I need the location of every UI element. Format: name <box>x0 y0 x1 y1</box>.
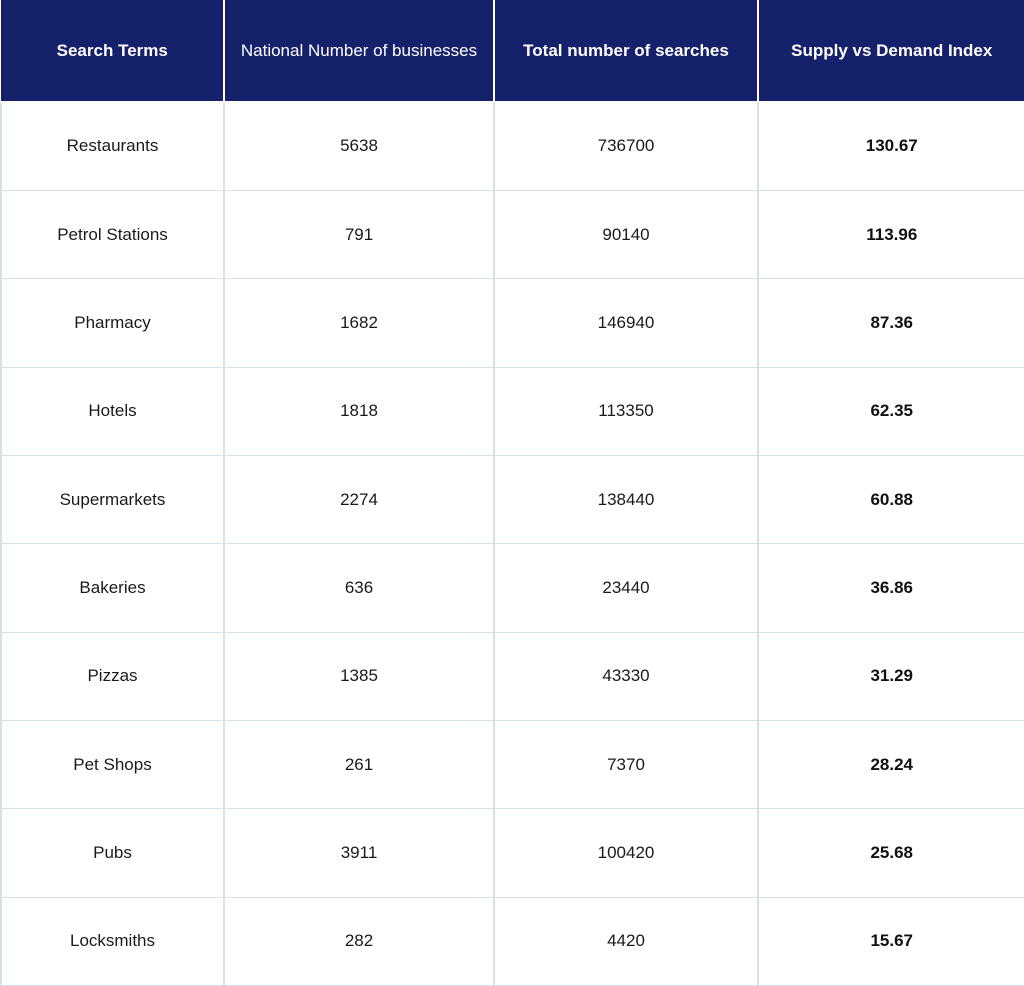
cell-searches: 113350 <box>494 367 758 455</box>
cell-index: 25.68 <box>758 809 1024 897</box>
cell-businesses: 5638 <box>224 102 494 190</box>
header-row <box>1 0 1024 102</box>
cell-index: 130.67 <box>758 102 1024 190</box>
cell-businesses: 1385 <box>224 632 494 720</box>
cell-businesses: 282 <box>224 897 494 985</box>
table-row <box>1 544 1024 632</box>
cell-searches: 736700 <box>494 102 758 190</box>
table-row <box>1 190 1024 278</box>
table-row <box>1 720 1024 808</box>
cell-searches: 4420 <box>494 897 758 985</box>
cell-searches: 23440 <box>494 544 758 632</box>
table-row <box>1 897 1024 985</box>
cell-businesses: 1818 <box>224 367 494 455</box>
cell-searches: 43330 <box>494 632 758 720</box>
cell-search-term: Petrol Stations <box>1 190 224 278</box>
cell-businesses: 2274 <box>224 455 494 543</box>
cell-search-term: Pizzas <box>1 632 224 720</box>
cell-search-term: Locksmiths <box>1 897 224 985</box>
cell-index: 31.29 <box>758 632 1024 720</box>
cell-search-term: Restaurants <box>1 102 224 190</box>
table-header <box>1 0 1024 102</box>
cell-search-term: Pet Shops <box>1 720 224 808</box>
table-row <box>1 455 1024 543</box>
cell-index: 36.86 <box>758 544 1024 632</box>
cell-searches: 146940 <box>494 279 758 367</box>
cell-searches: 7370 <box>494 720 758 808</box>
cell-index: 60.88 <box>758 455 1024 543</box>
table-row <box>1 279 1024 367</box>
cell-searches: 100420 <box>494 809 758 897</box>
cell-search-term: Supermarkets <box>1 455 224 543</box>
header-total-number-of-searches: Total number of searches <box>494 0 758 102</box>
cell-search-term: Hotels <box>1 367 224 455</box>
cell-search-term: Pubs <box>1 809 224 897</box>
table-body <box>1 102 1024 986</box>
cell-search-term: Bakeries <box>1 544 224 632</box>
table-row <box>1 809 1024 897</box>
cell-index: 15.67 <box>758 897 1024 985</box>
cell-searches: 138440 <box>494 455 758 543</box>
cell-index: 87.36 <box>758 279 1024 367</box>
table-row <box>1 102 1024 190</box>
cell-searches: 90140 <box>494 190 758 278</box>
cell-businesses: 261 <box>224 720 494 808</box>
header-search-terms: Search Terms <box>1 0 224 102</box>
cell-index: 113.96 <box>758 190 1024 278</box>
cell-index: 62.35 <box>758 367 1024 455</box>
header-supply-vs-demand-index: Supply vs Demand Index <box>758 0 1024 102</box>
cell-businesses: 3911 <box>224 809 494 897</box>
cell-businesses: 791 <box>224 190 494 278</box>
cell-businesses: 1682 <box>224 279 494 367</box>
cell-index: 28.24 <box>758 720 1024 808</box>
header-national-number-of-businesses: National Number of businesses <box>224 0 494 102</box>
cell-search-term: Pharmacy <box>1 279 224 367</box>
table-row <box>1 367 1024 455</box>
table-row <box>1 632 1024 720</box>
cell-businesses: 636 <box>224 544 494 632</box>
